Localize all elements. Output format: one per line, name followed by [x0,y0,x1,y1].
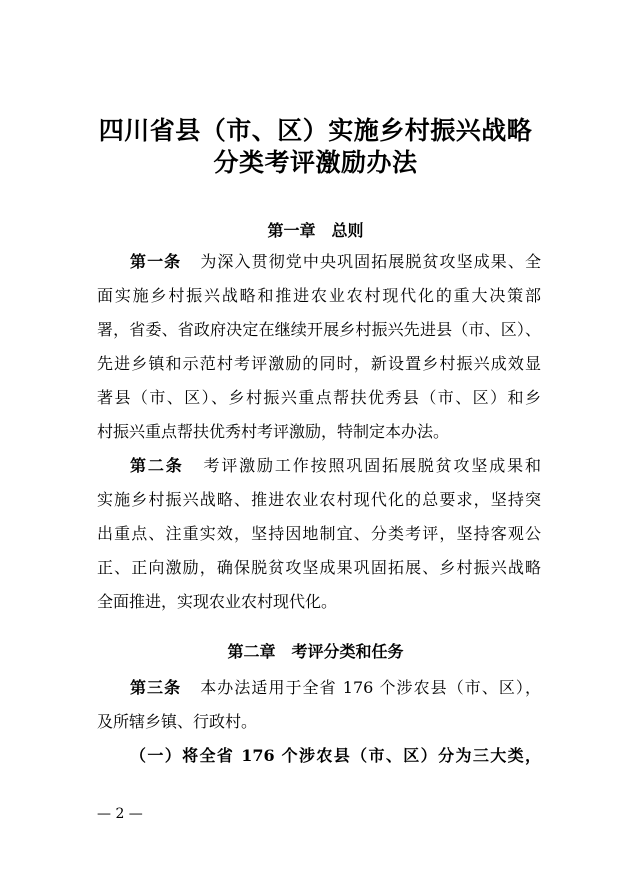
chapter-2-heading: 第二章 考评分类和任务 [227,642,404,661]
article-3-label: 第三条 [130,678,182,697]
article-1-line-1 [130,251,541,273]
article-1-line-4: 先进乡镇和示范村考评激励的同时，新设置乡村振兴成效显 [97,354,541,373]
article-3-line-2: 及所辖乡镇、行政村。 [97,712,258,731]
article-2-line-2: 实施乡村振兴战略、推进农业农村现代化的总要求，坚持突 [97,490,541,509]
article-1-line-2: 面实施乡村振兴战略和推进农业农村现代化的重大决策部 [97,286,541,305]
article-3-text-1: 本办法适用于全省 176 个涉农县（市、区）， [199,678,541,697]
chapter-1-heading: 第一章 总则 [267,221,364,240]
article-2-line-4: 正、正向激励，确保脱贫攻坚成果巩固拓展、乡村振兴战略 [97,558,541,577]
article-1-line-5: 著县（市、区）、乡村振兴重点帮扶优秀县（市、区）和乡 [97,388,541,407]
article-2-label: 第二条 [130,456,184,475]
article-1-text-1: 为深入贯彻党中央巩固拓展脱贫攻坚成果、全 [199,252,541,271]
article-1-line-6: 村振兴重点帮扶优秀村考评激励，特制定本办法。 [97,422,450,441]
article-2-line-5: 全面推进，实现农业农村现代化。 [97,592,338,611]
page-number: — 2 — [97,806,143,822]
article-1-line-3: 署，省委、省政府决定在继续开展乡村振兴先进县（市、区）、 [97,320,541,339]
article-2-line-3: 出重点、注重实效，坚持因地制宜、分类考评，坚持客观公 [97,524,541,543]
document-title-line-2: 分类考评激励办法 [213,148,418,177]
article-3-line-1 [130,677,541,699]
article-2-text-1: 考评激励工作按照巩固拓展脱贫攻坚成果和 [201,456,541,475]
article-2-line-1 [130,455,541,477]
document-title-line-1: 四川省县（市、区）实施乡村振兴战略 [98,116,533,145]
item-1-line-1: （一）将全省 176 个涉农县（市、区）分为三大类， [130,746,541,765]
article-1-label: 第一条 [130,252,182,271]
